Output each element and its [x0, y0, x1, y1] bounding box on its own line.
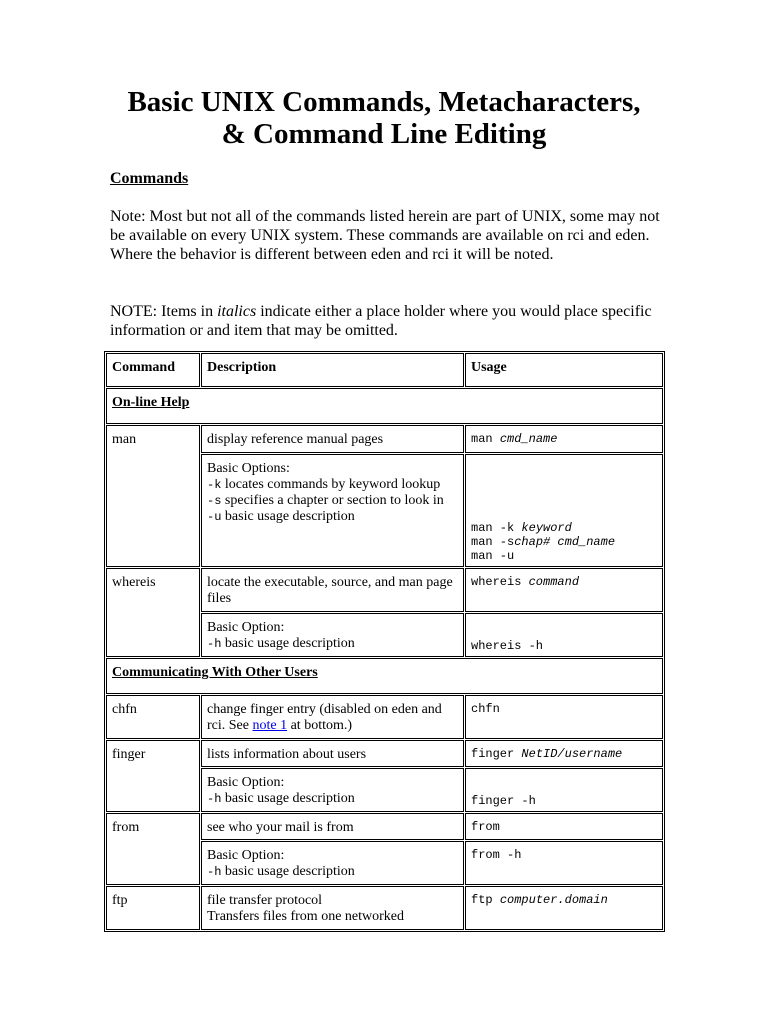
desc-ftp-line1: file transfer protocol — [207, 893, 323, 908]
usage-finger-options: finger -h — [465, 768, 663, 812]
note-paragraph: Note: Most but not all of the commands listed herein are part of UNIX, some may not be available on every UNIX system. These commands are available on rci and eden. Where the behavior is different between eden and rci it will be noted. — [110, 208, 660, 263]
header-command: Command — [106, 353, 200, 387]
options-finger — [201, 768, 464, 812]
usage-chfn: chfn — [465, 695, 663, 739]
opt-flag: -k — [207, 478, 222, 492]
usage-arg: computer.domain — [499, 893, 608, 907]
usage-man-arg: cmd_name — [499, 432, 558, 446]
usage-man-cmd: man — [471, 432, 500, 446]
usage-arg: command — [528, 575, 580, 589]
cmd-from: from — [106, 813, 200, 885]
title-line-2: & Command Line Editing — [221, 118, 547, 150]
usage-arg: NetID/username — [521, 747, 623, 761]
usage-man — [465, 425, 663, 453]
section-row-online-help — [106, 388, 663, 424]
usage-cmd: finger — [471, 747, 522, 761]
desc-man: display reference manual pages — [201, 425, 464, 453]
usage-from: from — [465, 813, 663, 840]
note-1-link[interactable]: note 1 — [252, 718, 288, 733]
commands-table — [104, 351, 665, 932]
desc-from: see who your mail is from — [201, 813, 464, 840]
usage-finger — [465, 740, 663, 767]
cmd-finger: finger — [106, 740, 200, 812]
opt-flag: -h — [207, 637, 222, 651]
table-row — [106, 695, 663, 739]
desc-ftp — [201, 886, 464, 930]
usage-from-options: from -h — [465, 841, 663, 885]
section-communicating: Communicating With Other Users — [106, 658, 663, 694]
options-title: Basic Option: — [207, 848, 285, 863]
usage-whereis — [465, 568, 663, 612]
opt-text: locates commands by keyword lookup — [221, 477, 441, 492]
page-title — [60, 86, 708, 150]
table-row — [106, 813, 663, 840]
opt-text: basic usage description — [221, 791, 355, 806]
cmd-man: man — [106, 425, 200, 567]
desc-chfn-text-end: at bottom.) — [287, 718, 353, 733]
cmd-ftp: ftp — [106, 886, 200, 930]
usage-cmd: whereis — [471, 575, 529, 589]
usage-cmd: man -u — [471, 549, 515, 563]
options-man — [201, 454, 464, 567]
section-heading-commands: Commands — [110, 170, 189, 187]
cmd-chfn: chfn — [106, 695, 200, 739]
usage-cmd: ftp — [471, 893, 500, 907]
desc-whereis: locate the executable, source, and man page files — [201, 568, 464, 612]
cmd-whereis: whereis — [106, 568, 200, 657]
opt-flag: -u — [207, 510, 222, 524]
title-line-1: Basic UNIX Commands, Metacharacters, — [127, 86, 641, 118]
opt-text: basic usage description — [221, 509, 355, 524]
note2-pre: NOTE: Items in — [110, 303, 218, 320]
opt-text: basic usage description — [221, 636, 355, 651]
opt-text: specifies a chapter or section to look in — [221, 493, 444, 508]
desc-ftp-line2: Transfers files from one networked — [207, 909, 404, 924]
usage-cmd: man -s — [471, 535, 515, 549]
usage-arg: chap# cmd_name — [514, 535, 616, 549]
table-row — [106, 886, 663, 930]
desc-finger: lists information about users — [201, 740, 464, 767]
options-title: Basic Options: — [207, 461, 290, 476]
table-row — [106, 425, 663, 453]
italics-note-paragraph — [110, 302, 670, 340]
options-title: Basic Option: — [207, 620, 285, 635]
desc-chfn-text: change finger entry (disabled on eden and rci. See — [207, 702, 442, 733]
options-title: Basic Option: — [207, 775, 285, 790]
header-description: Description — [201, 353, 464, 387]
opt-flag: -h — [207, 792, 222, 806]
note2-post: indicate either a place holder where you would place specific information or and item that may be omitted. — [110, 303, 652, 339]
table-row — [106, 568, 663, 612]
desc-chfn — [201, 695, 464, 739]
usage-ftp — [465, 886, 663, 930]
section-row-communicating — [106, 658, 663, 694]
table-row — [106, 740, 663, 767]
usage-man-options — [465, 454, 663, 567]
options-from — [201, 841, 464, 885]
header-usage: Usage — [465, 353, 663, 387]
usage-cmd: man -k — [471, 521, 522, 535]
note2-italic: italics — [217, 303, 257, 320]
opt-text: basic usage description — [221, 864, 355, 879]
opt-flag: -h — [207, 865, 222, 879]
usage-whereis-options: whereis -h — [465, 613, 663, 657]
usage-arg: keyword — [521, 521, 572, 535]
table-header-row — [106, 353, 663, 387]
section-online-help: On-line Help — [106, 388, 663, 424]
options-whereis — [201, 613, 464, 657]
opt-flag: -s — [207, 494, 222, 508]
